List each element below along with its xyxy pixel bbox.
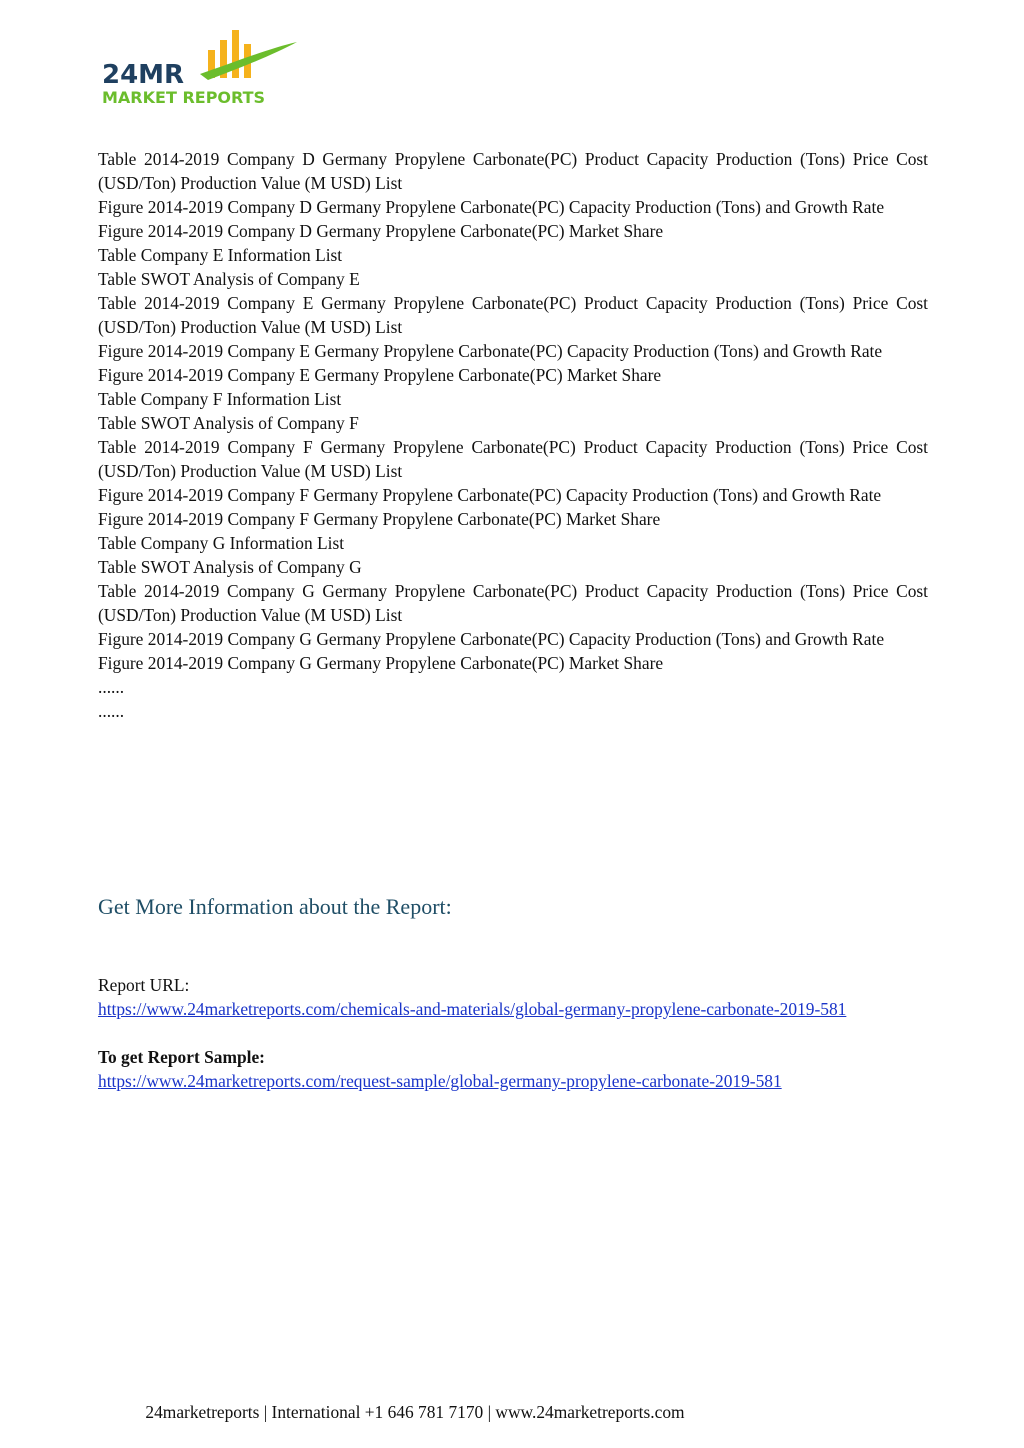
logo-text-24mr: 24MR xyxy=(102,60,185,90)
toc-list xyxy=(98,147,928,723)
toc-entry: ...... xyxy=(98,677,125,697)
sample-label: To get Report Sample: xyxy=(98,1047,265,1067)
toc-entry: Table SWOT Analysis of Company E xyxy=(98,269,360,289)
toc-entry: Figure 2014-2019 Company D Germany Propylene Carbonate(PC) Market Share xyxy=(98,221,664,241)
toc-entry: Figure 2014-2019 Company F Germany Propylene Carbonate(PC) Market Share xyxy=(98,509,661,529)
toc-entry: Table 2014-2019 Company D Germany Propylene Carbonate(PC) Product Capacity Production (Tons) Price Cost (USD/Ton) Production Value (M USD) List xyxy=(98,149,928,193)
report-url-label: Report URL: xyxy=(98,975,190,995)
toc-entry: Table 2014-2019 Company E Germany Propylene Carbonate(PC) Product Capacity Production (Tons) Price Cost (USD/Ton) Production Value (M USD) List xyxy=(98,293,928,337)
page-footer: 24marketreports | International +1 646 781 7170 | www.24marketreports.com xyxy=(145,1402,685,1422)
toc-entry: Table SWOT Analysis of Company G xyxy=(98,557,362,577)
toc-entry: ...... xyxy=(98,701,125,721)
toc-entry: Figure 2014-2019 Company E Germany Propylene Carbonate(PC) Market Share xyxy=(98,365,662,385)
report-url-link[interactable]: https://www.24marketreports.com/chemicals-and-materials/global-germany-propylene-carbonate-2019-581 xyxy=(98,999,847,1019)
toc-entry: Table SWOT Analysis of Company F xyxy=(98,413,359,433)
logo-text-market-reports: MARKET REPORTS xyxy=(102,88,266,107)
toc-entry: Figure 2014-2019 Company F Germany Propylene Carbonate(PC) Capacity Production (Tons) and Growth Rate xyxy=(98,485,882,505)
toc-entry: Table Company F Information List xyxy=(98,389,342,409)
toc-entry: Table Company E Information List xyxy=(98,245,343,265)
toc-entry: Table Company G Information List xyxy=(98,533,345,553)
toc-entry: Figure 2014-2019 Company E Germany Propylene Carbonate(PC) Capacity Production (Tons) and Growth Rate xyxy=(98,341,883,361)
toc-entry: Table 2014-2019 Company F Germany Propylene Carbonate(PC) Product Capacity Production (Tons) Price Cost (USD/Ton) Production Value (M USD) List xyxy=(98,437,928,481)
toc-entry: Table 2014-2019 Company G Germany Propylene Carbonate(PC) Product Capacity Production (Tons) Price Cost (USD/Ton) Production Value (M USD) List xyxy=(98,581,928,625)
toc-entry: Figure 2014-2019 Company G Germany Propylene Carbonate(PC) Market Share xyxy=(98,653,664,673)
toc-entry: Figure 2014-2019 Company D Germany Propylene Carbonate(PC) Capacity Production (Tons) and Growth Rate xyxy=(98,197,885,217)
company-logo xyxy=(100,28,305,108)
more-info-heading: Get More Information about the Report: xyxy=(98,894,452,919)
toc-entry: Figure 2014-2019 Company G Germany Propylene Carbonate(PC) Capacity Production (Tons) and Growth Rate xyxy=(98,629,885,649)
sample-url-link[interactable]: https://www.24marketreports.com/request-sample/global-germany-propylene-carbonate-2019-581 xyxy=(98,1071,782,1091)
spacer xyxy=(98,1021,958,1045)
logo-bar-3 xyxy=(232,30,239,78)
report-links xyxy=(98,973,958,1093)
